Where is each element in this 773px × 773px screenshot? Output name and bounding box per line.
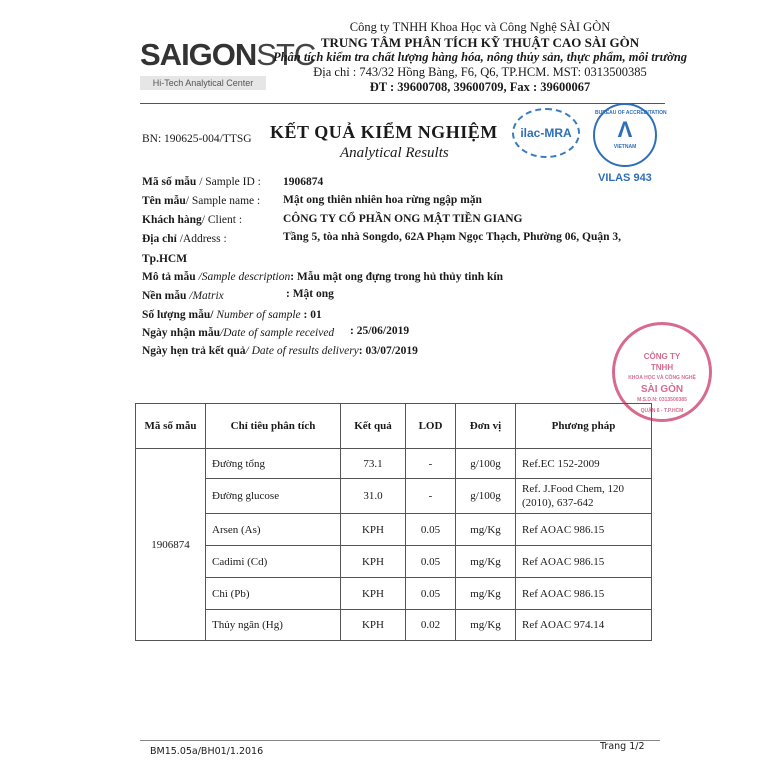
vilas-label: VILAS 943 xyxy=(598,172,652,184)
label: Địa chỉ xyxy=(142,233,177,245)
received-date-value: : 25/06/2019 xyxy=(350,325,410,337)
col-header: Chỉ tiêu phân tích xyxy=(206,404,341,449)
col-header: Kết quả xyxy=(341,404,406,449)
table-row xyxy=(136,479,652,514)
header-divider xyxy=(140,103,665,104)
label-en: / Date of results delivery xyxy=(245,345,359,357)
label-en: / Sample ID : xyxy=(196,176,261,188)
stamp-text: TNHH xyxy=(650,363,674,372)
ilac-mra-badge xyxy=(512,108,580,158)
result-cell: KPH xyxy=(341,578,406,610)
label-en: /Date of sample received xyxy=(219,327,335,339)
doc-subtitle: Analytical Results xyxy=(340,145,449,161)
address-value: Tầng 5, tòa nhà Songdo, 62A Phạm Ngọc Thạch, Phường 06, Quận 3, xyxy=(283,231,622,243)
sample-id-value: 1906874 xyxy=(283,176,324,188)
table-row xyxy=(136,514,652,546)
stamp-text: M.S.D.N: 0313500385 xyxy=(637,397,687,403)
label-en: / Sample name : xyxy=(185,195,261,207)
form-code: BM15.05a/BH01/1.2016 xyxy=(150,746,264,757)
logo-brand-bold: SAIGON xyxy=(140,37,257,72)
boa-a-icon: Λ xyxy=(617,117,633,142)
scope: Phân tích kiểm tra chất lượng hàng hóa, nông thủy sản, thực phẩm, môi trường xyxy=(272,50,688,64)
boa-accreditation-badge xyxy=(593,103,667,167)
label: Số lượng mẫu/ xyxy=(142,309,214,321)
boa-top-text: BUREAU OF ACCREDITATION xyxy=(595,110,667,116)
param-cell: Đường tổng xyxy=(206,449,341,479)
param-cell: Đường glucose xyxy=(206,479,341,514)
ilac-text: ilac-MRA xyxy=(520,126,572,140)
col-header: Mã số mẫu xyxy=(136,404,206,449)
number-value: : 01 xyxy=(300,309,322,321)
param-cell: Cadimi (Cd) xyxy=(206,546,341,578)
label: Mô tả mẫu xyxy=(142,271,196,283)
description-value: : Mẫu mật ong đựng trong hủ thủy tinh kín xyxy=(290,271,504,283)
table-row xyxy=(136,449,652,479)
bn-number: BN: 190625-004/TTSG xyxy=(142,133,252,145)
results-table xyxy=(135,403,652,641)
label: Ngày nhận mẫu xyxy=(142,327,220,339)
result-cell: KPH xyxy=(341,546,406,578)
logo-tagline: Hi-Tech Analytical Center xyxy=(140,76,266,90)
method-cell: Ref AOAC 986.15 xyxy=(516,546,652,578)
result-cell: 31.0 xyxy=(341,479,406,514)
table-row xyxy=(136,546,652,578)
lod-cell: 0.05 xyxy=(406,578,456,610)
label: Nền mẫu xyxy=(142,290,187,302)
stamp-text: SÀI GÒN xyxy=(640,384,684,395)
result-cell: KPH xyxy=(341,610,406,641)
sample-id-cell: 1906874 xyxy=(136,449,206,641)
table-row xyxy=(136,578,652,610)
label-en: / Client : xyxy=(201,214,243,226)
delivery-date-value: : 03/07/2019 xyxy=(358,345,418,357)
client-value: CÔNG TY CỔ PHẦN ONG MẬT TIỀN GIANG xyxy=(283,213,523,225)
label-en: /Sample description xyxy=(195,271,291,283)
col-header: LOD xyxy=(406,404,456,449)
label-en: /Address : xyxy=(176,233,227,245)
unit-cell: mg/Kg xyxy=(456,578,516,610)
phone: ĐT : 39600708, 39600709, Fax : 39600067 xyxy=(369,80,591,94)
stamp-text: QUẬN 6 - T.P.HCM xyxy=(640,408,684,414)
result-cell: KPH xyxy=(341,514,406,546)
stamp-text: KHOA HỌC VÀ CÔNG NGHỆ xyxy=(628,375,696,381)
stamp-text: CÔNG TY xyxy=(643,352,681,361)
method-cell: Ref.EC 152-2009 xyxy=(516,449,652,479)
doc-title: KẾT QUẢ KIỂM NGHIỆM xyxy=(270,122,498,142)
result-cell: 73.1 xyxy=(341,449,406,479)
label-en: Number of sample xyxy=(213,309,301,321)
unit-cell: mg/Kg xyxy=(456,546,516,578)
param-cell: Arsen (As) xyxy=(206,514,341,546)
method-cell: Ref. J.Food Chem, 120 (2010), 637-642 xyxy=(516,479,652,514)
table-header-row xyxy=(136,404,652,449)
param-cell: Chì (Pb) xyxy=(206,578,341,610)
unit-cell: mg/Kg xyxy=(456,610,516,641)
unit-cell: mg/Kg xyxy=(456,514,516,546)
lod-cell: 0.05 xyxy=(406,546,456,578)
param-cell: Thủy ngân (Hg) xyxy=(206,610,341,641)
label: Mã số mẫu xyxy=(142,176,197,188)
lod-cell: 0.02 xyxy=(406,610,456,641)
sample-name-value: Mật ong thiên nhiên hoa rừng ngập mặn xyxy=(283,194,482,206)
company-name: Công ty TNHH Khoa Học và Công Nghệ SÀI GÒN xyxy=(349,20,611,34)
lod-cell: 0.05 xyxy=(406,514,456,546)
address-value-cont: Tp.HCM xyxy=(142,253,188,265)
unit-cell: g/100g xyxy=(456,479,516,514)
label: Khách hàng xyxy=(142,214,202,226)
footer-divider xyxy=(140,740,660,741)
method-cell: Ref AOAC 986.15 xyxy=(516,578,652,610)
method-cell: Ref AOAC 974.14 xyxy=(516,610,652,641)
unit-cell: g/100g xyxy=(456,449,516,479)
center-name: TRUNG TÂM PHÂN TÍCH KỸ THUẬT CAO SÀI GÒN xyxy=(320,35,640,50)
col-header: Đơn vị xyxy=(456,404,516,449)
address: Địa chỉ : 743/32 Hồng Bàng, F6, Q6, TP.HCM. MST: 0313500385 xyxy=(313,65,647,79)
lod-cell: - xyxy=(406,449,456,479)
saigonstc-logo xyxy=(140,37,316,94)
boa-bottom-text: VIETNAM xyxy=(613,144,637,150)
page-number: Trang 1/2 xyxy=(600,741,645,752)
method-cell: Ref AOAC 986.15 xyxy=(516,514,652,546)
logo-brand-light: STC xyxy=(256,37,316,72)
col-header: Phương pháp xyxy=(516,404,652,449)
matrix-value: : Mật ong xyxy=(286,288,334,300)
lod-cell: - xyxy=(406,479,456,514)
label: Tên mẫu xyxy=(142,195,186,207)
label: Ngày hẹn trả kết quả xyxy=(142,345,246,357)
table-row xyxy=(136,610,652,641)
label-en: /Matrix xyxy=(186,290,224,302)
